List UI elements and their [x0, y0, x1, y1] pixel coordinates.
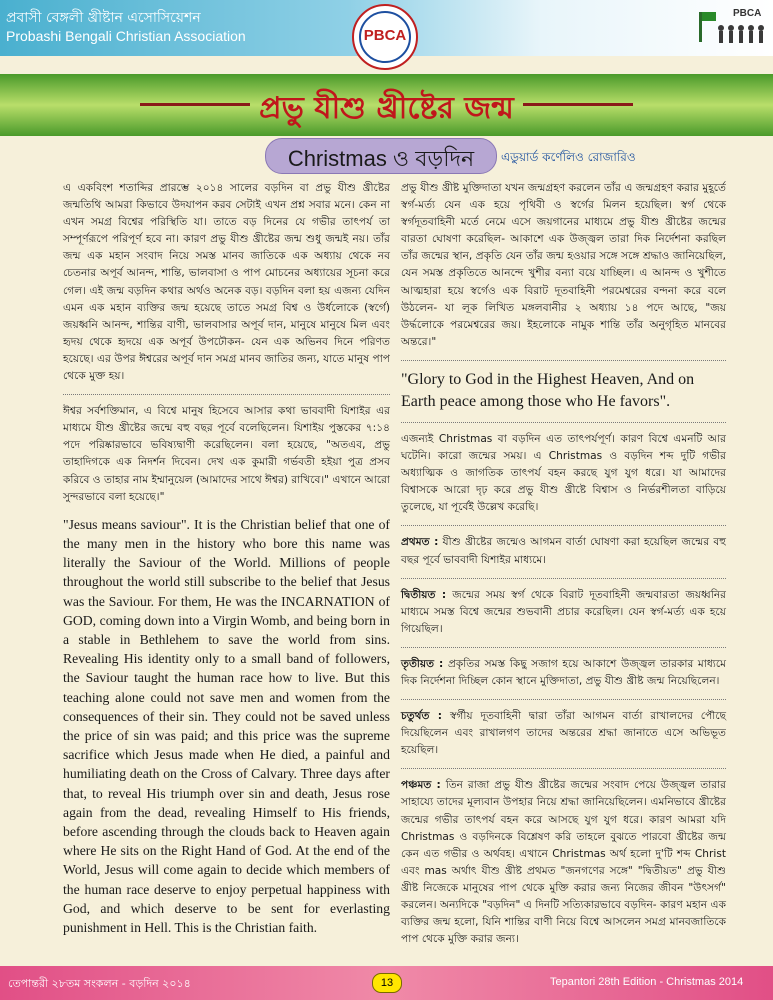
- page-number: 13: [372, 973, 402, 993]
- left-paragraph-english: "Jesus means saviour". It is the Christian belief that one of the many men in the history who bore this name was literally the Saviour of the World. Millions of people throughout the world still subscribe to the belief that Jesus was the Saviour. For them, He was the INCARNATION of GOD, coming down into a Virgin Womb, and being born in a stable in Bethlehem to save the world from sins. Revealing His identity only to a small band of followers, the Saviour taught the human race how to live. But this teaching alone could not save men and women from the consequences of their sin. They could not be saved unless the price of sin was paid; and this price was the supreme sacrifice which Jesus made when He died, a painful and humiliating death on the Cross of Calvary. Three days after that, to reveal His triumph over sin and death, Jesus rose again from the dead, revealing Himself to His friends, before ascending through the clouds back to Heaven again where He sits on the Right Hand of God. At the end of the World, Jesus will come again to decide which members of the human race deserve to enjoy perpetual happiness with God, and which deserve to be sent for everlasting punishment in Hell. This is the Christian faith.: [63, 516, 390, 935]
- point-label: পঞ্চমত :: [401, 779, 441, 792]
- article-subtitle: Christmas ও বড়দিন: [287, 146, 475, 171]
- right-paragraph: এজন্যই Christmas বা বড়দিন এত তাৎপর্যপূর্ণ। কারণ বিশ্বে এমনটি আর ঘটেনি। কারো জন্মের সময়। এ Christmas ও বড়দিন শব্দ দুটি গভীর অধ্যাত্মিক ও জাগতিক তাৎপর্য বহন করছে যুগ যুগ ধরে। যা আমাদের বিশ্বাসকে আরো দৃঢ় করে প্রভু যীশু খ্রীষ্টে বিশ্বাস ও নির্ভরশীলতা বাড়িয়ে তুলেছে, যা পূর্বেই উল্লেখ করেছি।: [401, 432, 726, 514]
- left-column: [63, 180, 390, 946]
- dotted-divider: [401, 647, 726, 648]
- dotted-divider: [401, 360, 726, 361]
- left-paragraph: ঈশ্বর সর্বশক্তিমান, এ বিশ্বে মানুষ হিসেবে আসার কথা ভাববাদী যিশাইর এর মাধ্যমে যীশু খ্রীষ্টের জন্মে বহু বছর পূর্বে বলেছিলেন। যিশাইয় পুস্তকের ৭:১৪ পদে পরিষ্কারভাবে ভবিষ্যদ্বাণী করেছিলেন। বলা হয়েছে, "অতএব, প্রভু তাহাদিগকে এক নিদর্শন দিবেন। দেখ এক কুমারী গর্ভবতী হইয়া পুত্র প্রসব করিবে ও তাহার নাম ইম্মানুয়েল (আমাদের সাথে ঈশ্বর) রাখিবে।" এখানে আরো সুন্দরভাবে বলা হয়েছে।": [63, 405, 390, 503]
- point-fourth: [401, 708, 726, 759]
- pbca-logo: [352, 4, 418, 70]
- glory-quote: "Glory to God in the Highest Heaven, And on Earth peace among those who He favors".: [401, 370, 695, 410]
- right-column: [401, 180, 726, 957]
- right-intro: প্রভু যীশু খ্রীষ্ট মুক্তিদাতা যখন জন্মগ্রহণ করলেন তাঁর এ জন্মগ্রহণ করার মুহূর্তে স্বর্গ-মর্ত্য যেন এক হয়ে পৃথিবী ও স্বর্গের মিলন হয়েছিল। স্বর্গ থেকে স্বর্গদূতবাহিনী মর্তে নেমে এসে জয়গানের মাধ্যমে প্রভু যীশু খ্রীষ্টের জন্মের বারতা ঘোষণা করেছিল- আকাশে এক উজ্জ্বল তারা দিক নির্দেশনা করছিল তাঁর জন্মের স্থান, প্রকৃতি যেন তাঁর জন্ম হওয়ার সঙ্গে সঙ্গে শ্রদ্ধাও জানিয়েছিল, যেন সমস্ত প্রকৃতিতে আনন্দে খুশীর বন্যা বয়ে যাচ্ছিল। এ আনন্দ ও খুশীতে আত্মহারা হয়ে স্বর্গেও এক বিরাট দূতবাহিনী পরমেশ্বরের বন্দনা করে বলে উঠলেন- যা লূক লিখিত মঙ্গলবানীর ২ অধ্যায় ১৪ পদে আছে, "জয় উর্দ্ধলোকে পরমেশ্বরের জয়। ইহলোকে নামুক শান্তি তাঁর অনুগৃহিত মানবের অন্তরে।": [401, 182, 726, 348]
- point-text: জন্মের সময় স্বর্গ থেকে বিরাট দূতবাহিনী জন্মবারতা জয়ধ্বনির মাধ্যমে সমস্ত বিশ্বে জন্মের শুভবানী প্রচার করেছিল। যেন স্বর্গ-মর্ত্য এক হয়ে গিয়েছিল।: [401, 588, 726, 635]
- point-text: তিন রাজা প্রভু যীশু খ্রীষ্টের জন্মের সংবাদ পেয়ে উজ্জ্বল তারার সাহায্যে তাদের মূল্যবান উপহার নিয়ে শ্রদ্ধা জানিয়েছিলেন। এমনিভাবে খ্রীষ্টের জন্মের গভীর তাৎপর্য বহন করে আসছে যুগ যুগ ধরে। কারণ আমরা যদি Christmas ও বড়দিনকে বিশ্লেষণ করি তাহলে বুঝতে পারবো খ্রীষ্টের জন্ম কেন এত গভীর ও অর্থবহ। এখানে Christmas অর্থ হলো দু'টি শব্দ Christ এবং mas অর্থাৎ যীশু খ্রীষ্ট প্রথমত "জনগণের সঙ্গে" "দ্বিতীয়ত" প্রভু যীশু খ্রীষ্ট নিজেকে মানুষের পাপ থেকে মুক্তি করার জন্য নিজের জীবন "উৎসর্গ" করলেন। অন্যদিকে "বড়দিন" এ দিনটি সত্যিকারভাবে বড়দিন- কারণ মহান এক ব্যক্তির জন্ম হলো, যিনি শান্তির বাণী নিয়ে বিশ্বে আসলেন সমগ্র মানবজাতিকে পাপ থেকে মুক্তি করার জন্য।: [401, 779, 726, 946]
- badge-text: PBCA: [733, 8, 762, 19]
- org-name-english: Probashi Bengali Christian Association: [6, 28, 246, 44]
- point-text: যীশু খ্রীষ্টের জন্মেও আগমন বার্তা ঘোষণা করা হয়েছিল জন্মের বহু বছর পূর্বে ভাববাদী যিশাইর মাধ্যমে।: [401, 536, 726, 566]
- pbca-badge-icon: [697, 6, 767, 46]
- point-first: [401, 534, 726, 568]
- point-fifth: [401, 777, 726, 948]
- footer-left-text: তেপান্তরী ২৮তম সংকলন - বড়দিন ২০১৪: [8, 977, 191, 990]
- point-third: [401, 656, 726, 690]
- dotted-divider: [401, 578, 726, 579]
- dotted-divider: [63, 394, 390, 395]
- point-second: [401, 587, 726, 638]
- dotted-divider: [401, 699, 726, 700]
- logo-text: PBCA: [363, 27, 407, 44]
- point-label: চতুর্থত :: [401, 710, 442, 723]
- point-label: দ্বিতীয়ত :: [401, 588, 447, 601]
- point-text: স্বর্গীয় দূতবাহিনী দ্বারা তাঁরা আগমন বার্তা রাখালদের পৌছে দিয়েছিলেন এবং রাখালগণ তাদের অন্তরের শ্রদ্ধা জানাতে এসে অভিভূত হয়েছিল।: [401, 710, 726, 757]
- org-name-bengali: প্রবাসী বেঙ্গলী খ্রীষ্টান এসোসিয়েশন: [6, 10, 201, 26]
- subtitle-pill: [265, 138, 497, 174]
- footer-right-text: Tepantori 28th Edition - Christmas 2014: [550, 976, 744, 988]
- point-label: প্রথমত :: [401, 536, 439, 549]
- dotted-divider: [401, 422, 726, 423]
- point-label: তৃতীয়ত :: [401, 657, 444, 670]
- left-paragraph: এ একবিংশ শতাব্দির প্রারম্ভে ২০১৪ সালের বড়দিন বা প্রভু যীশু খ্রীষ্টের জন্মতিথি আমরা কিভাবে উদযাপন করব সেটাই এখন প্রশ্ন সবার মনে। কেন না এখন সমগ্র বিশ্বের পরিস্থিতি যা। তাতে বড় দিনের যে গভীর তাৎপর্য তা সম্পূর্ণরূপে পরিপূর্ণ হবে না। কারণ প্রভু যীশু খ্রীষ্টের জন্ম শুধু জন্মই নয়। তাঁর জন্ম এক মহান সংবাদ নিয়ে সমস্ত মানব জাতিকে এক অধ্যায় থেকে নব চেতনার অপূর্ব আনন্দ, শান্তি, ভালবাসা ও পাপ মোচনের অধ্যায়ের সূচনা করে গেল। এই জন্ম বড়দিন কথার অর্থও অনেক বড়। বড়দিন বলা হয় এজন্য যেদিন এমন এক মহান ব্যক্তির জন্ম হয়েছে তাতে সমগ্র বিশ্ব ও উর্ধলোকে (স্বর্গে) জয়ধ্বনি আনন্দ, শান্তির বাণী, ভালবাসার অপূর্ব দান, মানুষে মানুষে মিল এবং হৃদয় থেকে হৃদয়ে এক অপূর্ব উপঢৌকন- যেন এক অভিনব দিনে পরিণত হয়েছে। এর উপর ঈশ্বরের অপূর্ব দান সমগ্র মানব জাতির জন্য, যাতে মানুষ পাপ থেকে মুক্ত হয়।: [63, 182, 390, 383]
- dotted-divider: [401, 768, 726, 769]
- article-title: প্রভু যীশু খ্রীষ্টের জন্ম: [259, 91, 514, 126]
- author-name: এডুয়ার্ড কর্ণেলিও রোজারিও: [501, 150, 636, 164]
- dotted-divider: [401, 525, 726, 526]
- point-text: প্রকৃতির সমস্ত কিছু সজাগ হয়ে আকাশে উজ্জ্বল তারকার মাধ্যমে দিক নির্দেশনা দিচ্ছিল কোন স্থানে মুক্তিদাতা, প্রভু যীশু খ্রীষ্ট জন্ম নিয়েছিলেন।: [401, 657, 726, 687]
